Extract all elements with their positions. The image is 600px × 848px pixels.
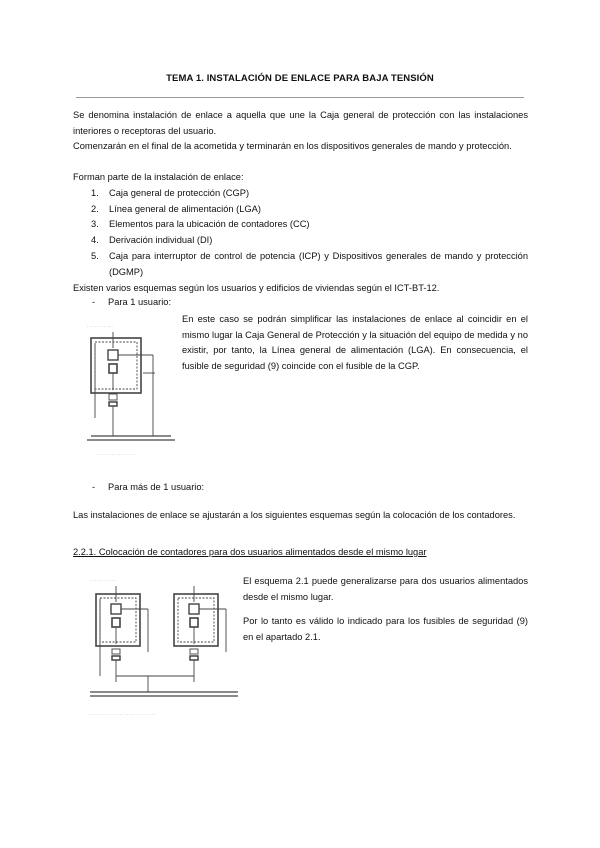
- list-number: 2.: [91, 203, 99, 214]
- list-number: 4.: [91, 235, 99, 246]
- intro-paragraph-3: Forman parte de la instalación de enlace:: [73, 172, 244, 182]
- page-title: TEMA 1. INSTALACIÓN DE ENLACE PARA BAJA TENSIÓN: [166, 73, 434, 84]
- section-heading-221: 2.2.1. Colocación de contadores para dos usuarios alimentados desde el mismo lugar: [73, 547, 427, 557]
- list-item: [73, 249, 528, 280]
- svg-text:· · · · · · · · · · ·: · · · · · · · · · · ·: [90, 578, 116, 583]
- diagram-two-users: [86, 572, 242, 720]
- list-text: Derivación individual (DI): [109, 235, 213, 246]
- list-text: Elementos para la ubicación de contadores (CC): [109, 219, 310, 230]
- diagram-one-user: [83, 318, 178, 460]
- dash-bullet: -: [92, 482, 96, 492]
- intro-paragraph-2: Comenzarán en el final de la acometida y terminarán en los dispositivos generales de mando y protección.: [73, 141, 512, 151]
- list-text: Línea general de alimentación (LGA): [109, 203, 261, 214]
- intro-paragraph-1: Se denomina instalación de enlace a aquella que une la Caja general de protección con las instalaciones interiores o receptoras del usuario.: [73, 110, 528, 136]
- list-number: 5.: [91, 250, 99, 261]
- svg-text:· · · · · · · · · · ·: · · · · · · · · · · ·: [87, 324, 113, 329]
- list-number: 1.: [91, 188, 99, 198]
- title-divider: [76, 97, 524, 98]
- case-one-description: En este caso se podrán simplificar las instalaciones de enlace al coincidir en el mismo lugar la Caja General de Protección y la situación del equipo de medida y no existir, por tanto, la Línea general de alimentación (LGA). En consecuencia, el fusible de seguridad (9) coincide con el fusible de la CGP.: [182, 314, 528, 372]
- list-item: [73, 217, 528, 233]
- case-many-label: [92, 482, 204, 492]
- list-item: [73, 233, 528, 249]
- dash-bullet: -: [92, 297, 96, 307]
- components-list: [73, 186, 528, 280]
- case-many-description: Las instalaciones de enlace se ajustarán a los siguientes esquemas según la colocación de los contadores.: [73, 510, 516, 520]
- list-number: 3.: [91, 219, 99, 230]
- list-text: Caja para interruptor de control de potencia (ICP) y Dispositivos generales de mando y protección (DGMP): [109, 250, 528, 277]
- list-item: [73, 202, 528, 218]
- section-221-paragraph-2: Por lo tanto es válido lo indicado para los fusibles de seguridad (9) en el apartado 2.1.: [243, 616, 528, 642]
- case-one-label: [92, 297, 171, 307]
- list-item: [73, 186, 528, 202]
- svg-text:· · · · · · · · · · · · · · ·: · · · · · · · · · · · · · · · ·: [97, 452, 135, 457]
- svg-text:· · · · · · · · · · · · · · ·: · · · · · · · · · · · · · · · · · · · · · · · · · · · ·: [88, 712, 156, 717]
- schemes-intro: Existen varios esquemas según los usuarios y edificios de viviendas según el ICT-BT-12.: [73, 283, 440, 293]
- list-text: Caja general de protección (CGP): [109, 188, 250, 198]
- case-one-label-text: Para 1 usuario:: [108, 297, 172, 307]
- case-many-label-text: Para más de 1 usuario:: [108, 482, 205, 492]
- section-221-paragraph-1: El esquema 2.1 puede generalizarse para dos usuarios alimentados desde el mismo lugar.: [243, 576, 528, 602]
